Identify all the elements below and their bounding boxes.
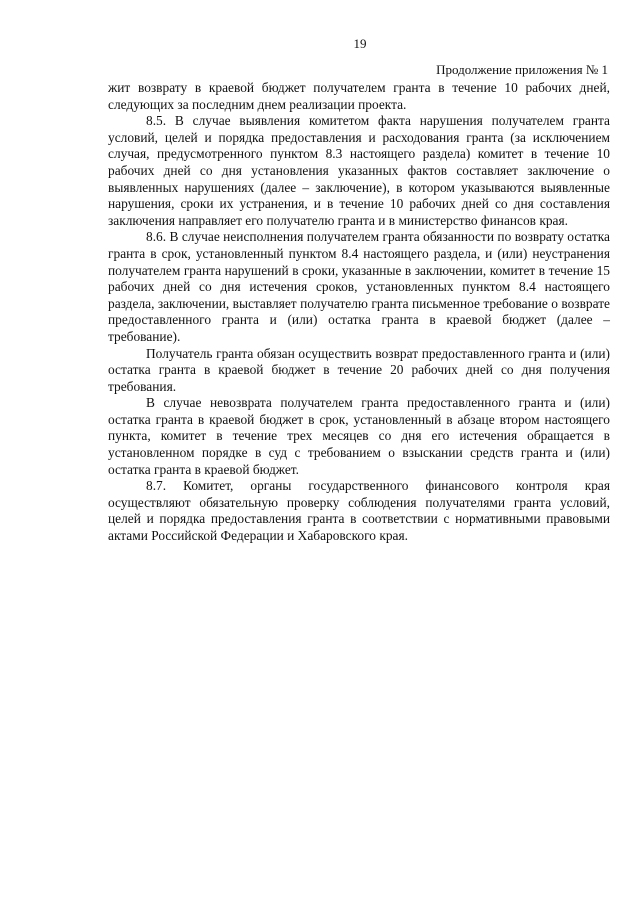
paragraph-8-6-court: В случае невозврата получателем гранта предоставленного гранта и (или) остатка гранта в краевой бюджет в срок, установленный в абзаце втором настоящего пункта, комитет в течение трех месяцев со дня его истечения обращается в установленном порядке в суд с требованием о взыскании средств гранта и (или) остатка гранта в краевой бюджет. — [108, 395, 610, 477]
document-body — [108, 80, 610, 545]
page-number: 19 — [353, 36, 367, 51]
paragraph-continuation: жит возврату в краевой бюджет получателем гранта в течение 10 рабочих дней, следующих за последним днем реализации проекта. — [108, 80, 610, 112]
paragraph-8-6-return: Получатель гранта обязан осуществить возврат предоставленного гранта и (или) остатка гранта в краевой бюджет в течение 20 рабочих дней со дня получения требования. — [108, 345, 610, 394]
paragraph-8-5: 8.5. В случае выявления комитетом факта нарушения получателем гранта условий, целей и порядка предоставления и расходования гранта (за исключением случая, предусмотренного пунктом 8.3 настоящего раздела) комитет в течение 10 рабочих дней со дня установления указанных фактов составляет заключение о выявленных нарушениях (далее – заключение), в котором указываются выявленные нарушения, сроки их устранения, и в течение 10 рабочих дней со дня составления заключения направляет его получателю гранта и в министерство финансов края. — [108, 113, 610, 228]
paragraph-8-7: 8.7. Комитет, органы государственного финансового контроля края осуществляют обязательную проверку соблюдения получателями гранта условий, целей и порядка предоставления гранта в соответствии с нормативными правовыми актами Российской Федерации и Хабаровского края. — [108, 478, 610, 544]
appendix-note: Продолжение приложения № 1 — [436, 62, 608, 77]
paragraph-8-6: 8.6. В случае неисполнения получателем гранта обязанности по возврату остатка гранта в срок, установленный пунктом 8.4 настоящего раздела, и (или) неустранения получателем гранта нарушений в сроки, указанные в заключении, комитет в течение 15 рабочих дней со дня истечения сроков, установленных пунктом 8.4 настоящего раздела, заключении, выставляет получателю гранта письменное требование о возврате предоставленного гранта и (или) остатка гранта в краевой бюджет (далее – требование). — [108, 229, 610, 344]
